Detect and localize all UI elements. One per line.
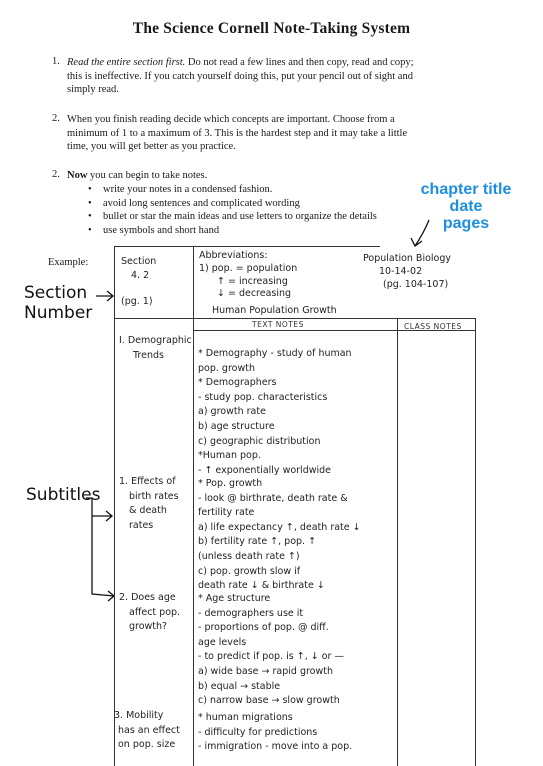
- section-box: [121, 255, 156, 283]
- note-line: fertility rate: [198, 507, 255, 519]
- step-2-line2: minimum of 1 to a maximum of 3. This is the hardest step and it may take a little: [67, 127, 408, 139]
- class-notes-divider: [397, 318, 398, 766]
- step-2-line3: time, you will get better as you practice.: [67, 141, 236, 153]
- cue-line: & death: [129, 505, 167, 517]
- step-2-text: [67, 113, 537, 154]
- cue-line: has an effect: [118, 724, 180, 736]
- note-line: (unless death rate ↑): [198, 550, 300, 562]
- text-notes-header: TEXT NOTES: [252, 320, 304, 329]
- note-line: - ↑ exponentially worldwide: [198, 464, 332, 476]
- cue-line: growth?: [129, 621, 168, 633]
- note-line: b) fertility rate ↑, pop. ↑: [198, 536, 317, 548]
- cue-demographic-trends: [119, 335, 192, 364]
- callout-arrow-icon: [405, 218, 435, 250]
- notes-mobility: [198, 712, 352, 756]
- note-line: a) wide base → rapid growth: [198, 665, 333, 677]
- step-1-line3: simply read.: [67, 84, 119, 96]
- abbreviations-title: Abbreviations:: [199, 250, 268, 261]
- note-line: - to predict if pop. is ↑, ↓ or —: [198, 651, 344, 663]
- annotation-section: Section: [24, 283, 88, 303]
- bullet-item: • use symbols and short hand: [88, 224, 377, 238]
- chapter-title: Population Biology: [363, 253, 452, 264]
- abbreviation-item: ↓ = decreasing: [217, 288, 292, 300]
- note-line: * Age structure: [198, 593, 271, 604]
- cue-line: on pop. size: [118, 739, 176, 751]
- chapter-info: [363, 252, 451, 291]
- cue-column-divider: [193, 246, 194, 766]
- section-number-annotation: [24, 283, 92, 323]
- topic-title: Human Population Growth: [212, 305, 337, 316]
- note-line: *Human pop.: [198, 450, 261, 462]
- callout-pages: pages: [442, 215, 490, 232]
- cue-line: 1. Effects of: [119, 476, 176, 487]
- notes-age-structure: [198, 593, 344, 710]
- note-line: pop. growth: [198, 362, 255, 374]
- step-2-number: 2.: [52, 113, 60, 124]
- note-line: - difficulty for predictions: [198, 726, 318, 738]
- section-num: 4. 2: [131, 270, 150, 281]
- abbreviation-item: ↑ = increasing: [217, 275, 288, 287]
- notes-right-border: [475, 318, 476, 766]
- cue-line: 2. Does age: [119, 592, 176, 603]
- cue-age-structure: [119, 592, 180, 636]
- note-line: - study pop. characteristics: [198, 391, 328, 403]
- note-line: age levels: [198, 636, 247, 648]
- step-3-lead: Now: [67, 170, 88, 181]
- chapter-pages: (pg. 104-107): [383, 279, 449, 290]
- step-1-line1: Do not read a few lines and then copy, read and copy;: [185, 57, 414, 68]
- cue-line: affect pop.: [129, 606, 181, 618]
- note-line: c) narrow base → slow growth: [198, 695, 340, 707]
- step-2-line1: When you finish reading decide which concepts are important. Choose from a: [67, 114, 395, 125]
- note-line: * Demography - study of human: [198, 348, 352, 359]
- step-1-text: [67, 56, 537, 97]
- class-notes-header: CLASS NOTES: [404, 322, 462, 331]
- cue-line: rates: [129, 519, 154, 531]
- notes-left-border: [114, 246, 115, 766]
- note-line: a) life expectancy ↑, death rate ↓: [198, 521, 361, 533]
- note-line: - immigration - move into a pop.: [198, 741, 353, 753]
- abbreviations-box: [199, 250, 297, 301]
- section-word: Section: [121, 256, 157, 267]
- bullet-item: • bullet or star the main ideas and use letters to organize the details: [88, 210, 377, 224]
- note-line: b) age structure: [198, 420, 275, 432]
- header-top-line: [114, 246, 380, 247]
- cue-mobility: [114, 710, 180, 754]
- step-3-text: [67, 169, 207, 183]
- bullet-item: • avoid long sentences and complicated wording: [88, 197, 377, 211]
- note-line: - look @ birthrate, death rate &: [198, 492, 348, 504]
- note-line: * human migrations: [198, 712, 293, 723]
- header-bottom-line: [114, 318, 475, 319]
- notes-birth-death-rates: [198, 478, 361, 595]
- cue-line: Trends: [133, 349, 164, 361]
- step-1-lead: Read the entire section first.: [67, 57, 186, 68]
- step-3-bullet-list: [88, 183, 377, 237]
- cue-line: I. Demographic: [119, 335, 192, 346]
- cue-line: 3. Mobility: [114, 710, 164, 721]
- callout-date: date: [449, 198, 483, 215]
- cue-birth-death-rates: [119, 476, 179, 534]
- cue-line: birth rates: [129, 490, 179, 502]
- step-3-rest: you can begin to take notes.: [87, 170, 208, 181]
- note-line: * Pop. growth: [198, 478, 263, 489]
- note-line: c) geographic distribution: [198, 435, 321, 447]
- step-1-number: 1.: [52, 56, 60, 67]
- note-line: death rate ↓ & birthrate ↓: [198, 580, 325, 592]
- note-line: * Demographers: [198, 377, 277, 389]
- page-ref: (pg. 1): [121, 296, 153, 307]
- page-title: The Science Cornell Note-Taking System: [132, 20, 411, 37]
- subtitles-annotation: Subtitles: [26, 485, 101, 505]
- note-line: - proportions of pop. @ diff.: [198, 622, 329, 634]
- chapter-date: 10-14-02: [379, 266, 423, 277]
- note-line: a) growth rate: [198, 406, 266, 418]
- note-line: - demographers use it: [198, 607, 304, 619]
- example-label: Example:: [48, 257, 89, 268]
- step-1-line2: this is ineffective. If you catch yourself doing this, put your pencil out of sight and: [67, 70, 413, 82]
- note-line: b) equal → stable: [198, 680, 281, 692]
- annotation-number: Number: [24, 303, 93, 323]
- step-3-number: 2.: [52, 169, 60, 180]
- bullet-item: • write your notes in a condensed fashion.: [88, 183, 377, 197]
- section-arrow-icon: [94, 288, 116, 304]
- notes-demographic-trends: [198, 348, 352, 479]
- callout-chapter-title: chapter title: [420, 181, 512, 198]
- note-line: c) pop. growth slow if: [198, 565, 301, 577]
- subtitles-bracket-icon: [84, 490, 124, 610]
- abbreviation-item: 1) pop. = population: [199, 262, 298, 274]
